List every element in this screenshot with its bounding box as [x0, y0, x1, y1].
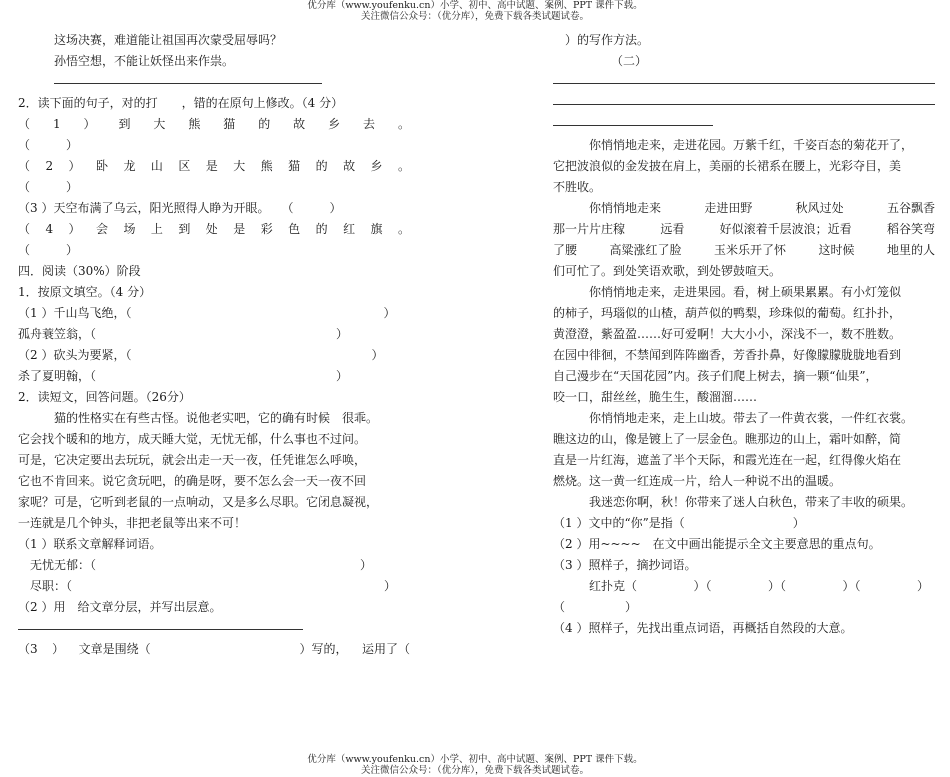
passage-line: 在园中徘徊，不禁闻到阵阵幽香，芳香扑鼻，好像朦朦胧胧地看到 — [553, 348, 902, 362]
answer-line — [18, 618, 410, 639]
answer-line — [553, 72, 935, 93]
fill-blank: （1 ）千山鸟飞绝，（ ） — [18, 306, 396, 320]
passage-line: 可是，它决定要出去玩玩，就会出走一天一夜，任凭谁怎么呼唤， — [18, 453, 367, 467]
fill-blank: 杀了夏明翰，（ ） — [18, 369, 349, 383]
passage-line: 它把波浪似的金发披在肩上，美丽的长裙系在腰上，光彩夺目，美 — [553, 159, 902, 173]
fill-blank: 孤舟蓑笠翁，（ ） — [18, 327, 349, 341]
text-line: 孙悟空想，不能让妖怪出来作祟。 — [54, 54, 235, 68]
spread-sentence-4: （ 4 ） 会 场 上 到 处 是 彩 色 的 红 旗 。 — [18, 222, 410, 236]
question-title: （3 ）照样子，摘抄词语。 — [553, 558, 697, 572]
section-heading: 四．阅读（30%）阶段 — [18, 264, 141, 278]
question-title: （2 ）用 给文章分层，并写出层意。 — [18, 600, 222, 614]
passage-line: 那一片片庄稼 远看 好似滚着千层波浪；近看 稻谷笑弯 — [553, 222, 935, 236]
footer-line-2: 关注微信公众号：（优分库），免费下载各类试题试卷。 — [360, 765, 589, 776]
spread-sentence-2: （ 2 ） 卧 龙 山 区 是 大 熊 猫 的 故 乡 。 — [18, 159, 410, 173]
passage-line: 你悄悄地走来，走进果园。看，树上硕果累累。有小灯笼似 — [589, 285, 902, 299]
spread-sentence-1: （ 1 ） 到 大 熊 猫 的 故 乡 去 。 — [18, 117, 410, 131]
question-title: （4 ）照样子，先找出重点词语，再概括自然段的大意。 — [553, 621, 853, 635]
passage-line: 咬一口，甜丝丝，脆生生，酸溜溜…… — [553, 390, 758, 404]
passage-line: 猫的性格实在有些古怪。说他老实吧，它的确有时候 很乖。 — [54, 411, 379, 425]
page-footer — [0, 754, 950, 776]
answer-paren: （ ） — [553, 600, 638, 614]
passage-line: 瞧这边的山，像是镀上了一层金色。瞧那边的山上，霜叶如醉，简 — [553, 432, 902, 446]
left-column — [18, 30, 410, 660]
header-line-2: 关注微信公众号：（优分库），免费下载各类试题试卷。 — [360, 11, 589, 22]
question-title: （2 ）用~~~~ 在文中画出能提示全文主要意思的重点句。 — [553, 537, 881, 551]
fill-blank: （2 ）砍头为要紧，（ ） — [18, 348, 384, 362]
passage-line: 你悄悄地走来，走上山坡。带去了一件黄衣裳，一件红衣裳。 — [589, 411, 914, 425]
answer-line — [553, 114, 935, 135]
question-3: （3 ） 文章是围绕（ ）写的， 运用了（ — [18, 642, 410, 656]
passage-line: 它会找个暖和的地方，成天睡大觉，无忧无郁，什么事也不过问。 — [18, 432, 367, 446]
question-title: 2．读下面的句子，对的打 ，错的在原句上修改。（4 分） — [18, 96, 344, 110]
passage-line: 你悄悄地走来，走进花园。万紫千红，千姿百态的菊花开了， — [589, 138, 914, 152]
fill-blank: 无忧无郁：（ ） — [30, 558, 373, 572]
passage-line: 它也不肯回来。说它贪玩吧，的确是呀，要不怎么会一天一夜不回 — [18, 474, 367, 488]
section-heading: （二） — [611, 54, 648, 68]
question-title: （1 ）文中的“你”是指（ ） — [553, 516, 805, 530]
passage-line: 一连就是几个钟头，非把老鼠等出来不可！ — [18, 516, 247, 530]
question-title: 2．读短文，回答问题。（26分） — [18, 390, 191, 404]
passage-line: 家呢？可是，它听到老鼠的一点响动，又是多么尽职。它闭息凝视， — [18, 495, 379, 509]
question-title: 1．按原文填空。（4 分） — [18, 285, 152, 299]
passage-line: 自己漫步在“天国花园”内。孩子们爬上树去，摘一颗“仙果”， — [553, 369, 878, 383]
answer-paren: （ ） — [18, 180, 79, 194]
answer-line — [553, 93, 935, 114]
header-line-1: 优分库（www.youfenku.cn）小学、初中、高中试题、案例、PPT 课件下载。 — [307, 0, 643, 11]
sentence-3: （3 ）天空布满了乌云，阳光照得人睁为开眼。 （ ） — [18, 201, 342, 215]
passage-line: 直是一片红海，遮盖了半个天际，和霞光连在一起，红得像火焰在 — [553, 453, 902, 467]
passage-line: 不胜收。 — [553, 180, 602, 194]
answer-line — [18, 72, 410, 93]
answer-paren: （ ） — [18, 138, 79, 152]
fill-blank: 尽职：（ ） — [30, 579, 397, 593]
passage-line: 了腰 高粱涨红了脸 玉米乐开了怀 这时候 地里的人 — [553, 243, 935, 257]
passage-line: 你悄悄地走来 走进田野 秋风过处 五谷飘香 — [589, 201, 935, 215]
passage-line: 黄澄澄，紫盈盈……好可爱啊！大大小小，深浅不一，数不胜数。 — [553, 327, 902, 341]
text-line: ）的写作方法。 — [565, 33, 650, 47]
page-header — [0, 0, 950, 22]
passage-line: 我迷恋你啊，秋！你带来了迷人白秋色，带来了丰收的硕果。 — [589, 495, 914, 509]
footer-line-1: 优分库（www.youfenku.cn）小学、初中、高中试题、案例、PPT 课件下载。 — [307, 754, 643, 765]
text-line: 这场决赛，难道能让祖国再次蒙受屈辱吗？ — [54, 33, 283, 47]
passage-line: 燃烧。这一黄一红连成一片，给人一种说不出的温暖。 — [553, 474, 842, 488]
right-column — [553, 30, 935, 639]
answer-paren: （ ） — [18, 243, 79, 257]
word-copy-row: 红扑克（ ）（ ）（ ）（ ） — [589, 579, 929, 593]
passage-line: 的柿子，玛瑙似的山楂，葫芦似的鸭梨，珍珠似的葡萄。红扑扑， — [553, 306, 902, 320]
passage-line: 们可忙了。到处笑语欢歌，到处锣鼓喧天。 — [553, 264, 782, 278]
question-title: （1 ）联系文章解释词语。 — [18, 537, 162, 551]
